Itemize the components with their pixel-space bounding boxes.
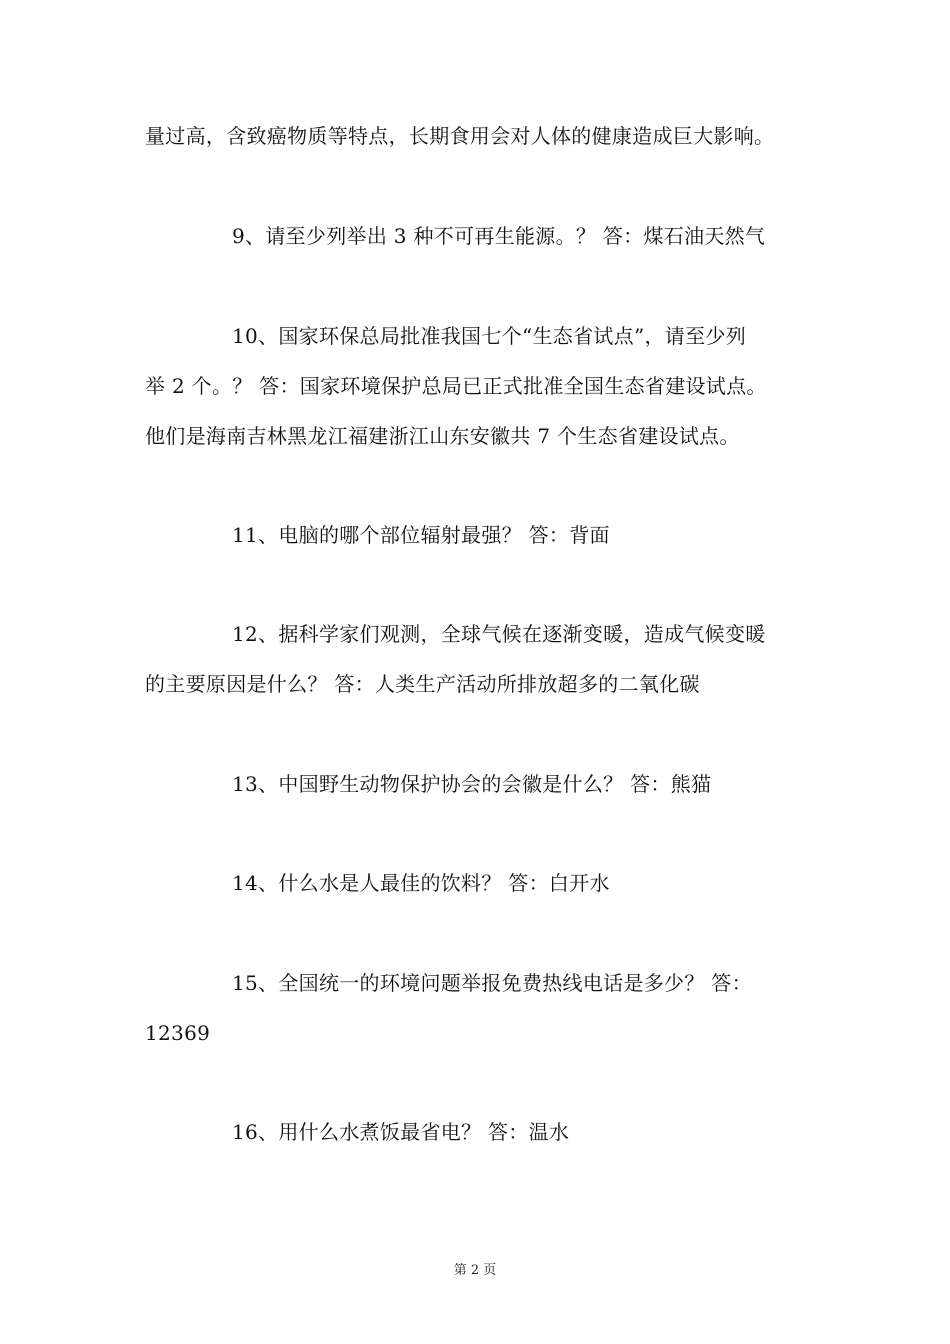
paragraph-line: 13、中国野生动物保护协会的会徽是什么？ 答：熊猫 <box>232 772 712 796</box>
paragraph-line: 量过高，含致癌物质等特点，长期食用会对人体的健康造成巨大影响。 <box>145 124 775 148</box>
paragraph-line: 9、请至少列举出 3 种不可再生能源。？ 答：煤石油天然气 <box>232 224 766 248</box>
paragraph-line: 11、电脑的哪个部位辐射最强？ 答：背面 <box>232 523 610 547</box>
page-number: 第 2 页 <box>453 1263 497 1278</box>
paragraph-line: 14、什么水是人最佳的饮料？ 答：白开水 <box>232 871 610 895</box>
paragraph-line: 举 2 个。？ 答：国家环境保护总局已正式批准全国生态省建设试点。 <box>145 374 767 398</box>
paragraph-line: 10、国家环保总局批准我国七个“生态省试点”，请至少列 <box>232 324 746 348</box>
paragraph-line: 的主要原因是什么？ 答：人类生产活动所排放超多的二氧化碳 <box>145 672 700 696</box>
paragraph-line: 15、全国统一的环境问题举报免费热线电话是多少？ 答： <box>232 971 752 995</box>
paragraph-line: 12369 <box>145 1021 211 1045</box>
paragraph-line: 12、据科学家们观测，全球气候在逐渐变暖，造成气候变暖 <box>232 622 766 646</box>
paragraph-line: 他们是海南吉林黑龙江福建浙江山东安徽共 7 个生态省建设试点。 <box>145 424 740 448</box>
paragraph-line: 16、用什么水煮饭最省电？ 答：温水 <box>232 1120 570 1144</box>
